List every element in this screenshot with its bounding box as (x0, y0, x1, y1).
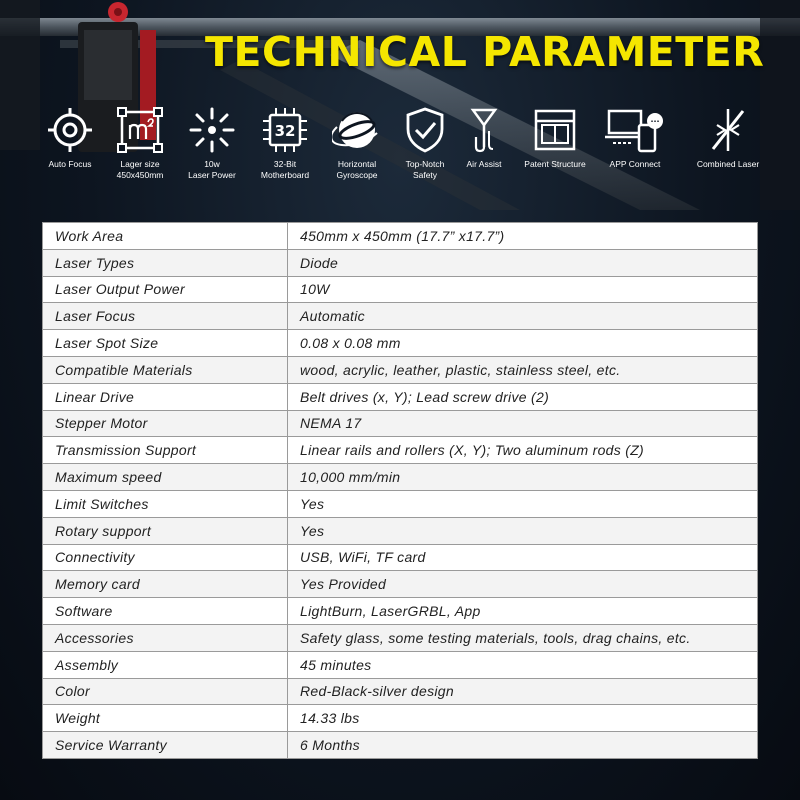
feature-motherboard (245, 105, 325, 181)
table-row (43, 544, 758, 571)
page-title: TECHNICAL PARAMETER (205, 28, 765, 76)
table-row (43, 383, 758, 410)
combined-laser-icon (703, 105, 753, 155)
table-row (43, 517, 758, 544)
spec-value: USB, WiFi, TF card (288, 544, 758, 571)
feature-label: Horizontal Gyroscope (336, 159, 378, 180)
feature-label: 10w Laser Power (188, 159, 236, 180)
patent-box-icon (530, 105, 580, 155)
table-row (43, 705, 758, 732)
app-connect-icon (605, 105, 665, 155)
air-nozzle-icon (459, 105, 509, 155)
table-row (43, 571, 758, 598)
spec-label: Stepper Motor (43, 410, 288, 437)
spec-value: 45 minutes (288, 651, 758, 678)
spec-value: Yes (288, 490, 758, 517)
spec-label: Assembly (43, 651, 288, 678)
spec-value: 10W (288, 276, 758, 303)
feature-icon-row (30, 105, 775, 200)
spec-label: Laser Types (43, 249, 288, 276)
feature-label: Combined Laser (696, 159, 760, 169)
feature-label: Air Assist (466, 159, 502, 169)
table-row (43, 437, 758, 464)
spec-label: Compatible Materials (43, 356, 288, 383)
svg-text:···: ··· (650, 117, 660, 126)
feature-label: 32-Bit Motherboard (260, 159, 310, 180)
table-row (43, 490, 758, 517)
area-m2-icon (115, 105, 165, 155)
spec-value: Red-Black-silver design (288, 678, 758, 705)
spec-label: Service Warranty (43, 732, 288, 759)
spec-value: wood, acrylic, leather, plastic, stainless steel, etc. (288, 356, 758, 383)
table-row (43, 249, 758, 276)
feature-label: APP Connect (609, 159, 661, 169)
spec-value: 450mm x 450mm (17.7” x17.7”) (288, 223, 758, 250)
table-row (43, 464, 758, 491)
feature-auto-focus (30, 105, 110, 170)
spec-value: 10,000 mm/min (288, 464, 758, 491)
spec-value: 14.33 lbs (288, 705, 758, 732)
spec-label: Connectivity (43, 544, 288, 571)
spec-value: Belt drives (x, Y); Lead screw drive (2) (288, 383, 758, 410)
spec-label: Transmission Support (43, 437, 288, 464)
spec-label: Laser Focus (43, 303, 288, 330)
spec-label: Laser Output Power (43, 276, 288, 303)
feature-label: Patent Structure (524, 159, 586, 169)
spec-label: Maximum speed (43, 464, 288, 491)
table-row (43, 303, 758, 330)
table-row (43, 624, 758, 651)
table-row (43, 678, 758, 705)
feature-air-assist (444, 105, 524, 170)
feature-label: Lager size 450x450mm (116, 159, 164, 180)
feature-label: Top-Notch Safety (405, 159, 445, 180)
spec-label: Memory card (43, 571, 288, 598)
spec-value: Diode (288, 249, 758, 276)
feature-lager-size (100, 105, 180, 181)
shield-check-icon (400, 105, 450, 155)
spec-value: Safety glass, some testing materials, tools, drag chains, etc. (288, 624, 758, 651)
spec-label: Limit Switches (43, 490, 288, 517)
feature-combined-laser (688, 105, 768, 170)
spec-table (42, 222, 758, 759)
spec-label: Color (43, 678, 288, 705)
table-row (43, 410, 758, 437)
feature-app-connect (595, 105, 675, 170)
table-row (43, 223, 758, 250)
spec-label: Rotary support (43, 517, 288, 544)
gyroscope-icon (332, 105, 382, 155)
spec-label: Linear Drive (43, 383, 288, 410)
table-row (43, 732, 758, 759)
spec-label: Weight (43, 705, 288, 732)
chip-32-icon (260, 105, 310, 155)
feature-patent-structure (515, 105, 595, 170)
spec-value: Automatic (288, 303, 758, 330)
spec-label: Accessories (43, 624, 288, 651)
table-row (43, 356, 758, 383)
spec-label: Work Area (43, 223, 288, 250)
spec-value: 6 Months (288, 732, 758, 759)
spec-value: Linear rails and rollers (X, Y); Two aluminum rods (Z) (288, 437, 758, 464)
spec-value: NEMA 17 (288, 410, 758, 437)
spec-value: Yes Provided (288, 571, 758, 598)
spec-value: LightBurn, LaserGRBL, App (288, 598, 758, 625)
chip-text: 32 (274, 122, 296, 140)
feature-laser-power (172, 105, 252, 181)
spec-value: Yes (288, 517, 758, 544)
laser-burst-icon (187, 105, 237, 155)
spec-value: 0.08 x 0.08 mm (288, 330, 758, 357)
feature-label: Auto Focus (48, 159, 92, 169)
target-icon (45, 105, 95, 155)
spec-label: Laser Spot Size (43, 330, 288, 357)
table-row (43, 651, 758, 678)
table-row (43, 276, 758, 303)
spec-label: Software (43, 598, 288, 625)
table-row (43, 598, 758, 625)
table-row (43, 330, 758, 357)
